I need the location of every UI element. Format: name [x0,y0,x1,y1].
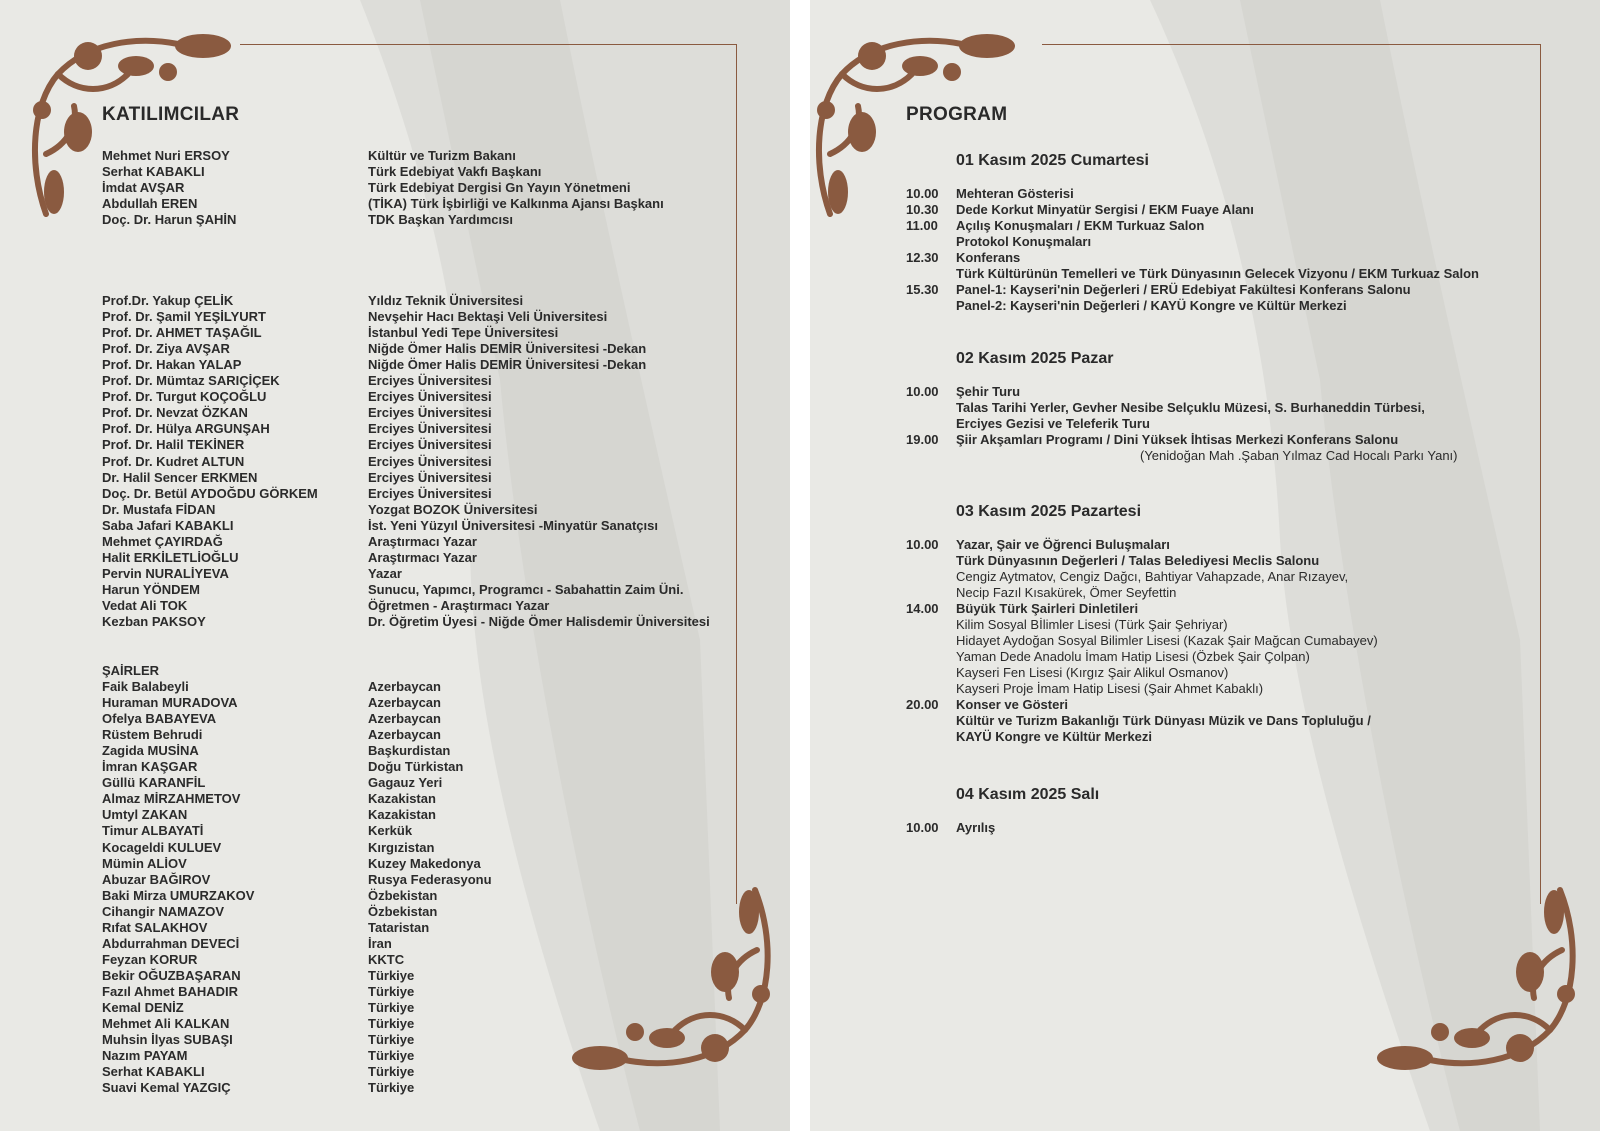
event-text: Dede Korkut Minyatür Sergisi / EKM Fuaye Alanı [956,202,1254,217]
event-time: 10.30 [906,202,939,217]
frame-top-line [1042,44,1540,45]
event-text: Erciyes Gezisi ve Teleferik Turu [956,416,1150,431]
event-time: 19.00 [906,432,939,447]
person-detail: (TİKA) Türk İşbirliği ve Kalkınma Ajansı Başkanı [368,196,664,211]
event-time: 20.00 [906,697,939,712]
event-time: 10.00 [906,384,939,399]
frame-right-line [736,44,737,904]
poets-heading: ŞAİRLER [102,663,160,678]
event-text: Türk Kültürünün Temelleri ve Türk Dünyasının Gelecek Vizyonu / EKM Turkuaz Salon [956,266,1479,281]
person-detail: Doğu Türkistan [368,759,464,775]
person-name: Huraman MURADOVA [102,695,238,711]
person-detail: Kültür ve Turizm Bakanı [368,148,516,163]
person-name: Prof. Dr. Nevzat ÖZKAN [102,405,248,421]
person-detail: Türkiye [368,1064,415,1080]
event-text: Kayseri Fen Lisesi (Kırgız Şair Alikul Osmanov) [956,665,1229,680]
person-name: Prof. Dr. Kudret ALTUN [102,453,245,469]
person-detail: Erciyes Üniversitesi [368,485,492,501]
event-text: Büyük Türk Şairleri Dinletileri [956,601,1139,616]
person-name: Prof. Dr. Hülya ARGUNŞAH [102,421,270,437]
person-detail: Erciyes Üniversitesi [368,453,492,469]
person-detail: Erciyes Üniversitesi [368,437,492,453]
person-detail: Kuzey Makedonya [368,855,481,871]
person-name: Prof. Dr. Şamil YEŞİLYURT [102,309,266,325]
person-name: Güllü KARANFİL [102,775,206,791]
person-detail: Erciyes Üniversitesi [368,373,492,389]
person-detail: TDK Başkan Yardımcısı [368,212,513,227]
person-detail: Başkurdistan [368,743,451,759]
day-heading: 03 Kasım 2025 Pazartesi [956,503,1142,520]
person-name: Baki Mirza UMURZAKOV [102,887,255,903]
person-detail: Erciyes Üniversitesi [368,389,492,405]
person-name: İmdat AVŞAR [102,180,185,195]
person-detail: Kazakistan [368,791,436,807]
person-name: Prof.Dr. Yakup ÇELİK [102,293,234,308]
person-detail: İran [368,935,392,951]
person-name: Prof. Dr. Turgut KOÇOĞLU [102,389,267,405]
person-detail: Niğde Ömer Halis DEMİR Üniversitesi -Dekan [368,357,647,373]
person-detail: Türkiye [368,1016,415,1032]
person-detail: Türkiye [368,983,415,999]
person-name: Ofelya BABAYEVA [102,711,217,727]
person-detail: Azerbaycan [368,727,441,743]
person-name: Prof. Dr. Mümtaz SARIÇİÇEK [102,373,280,389]
person-name: Suavi Kemal YAZGIÇ [102,1080,231,1096]
event-text: Kültür ve Turizm Bakanlığı Türk Dünyası Müzik ve Dans Topluluğu / [956,713,1371,728]
person-name: Kocageldi KULUEV [102,839,222,855]
person-name: Mehmet ÇAYIRDAĞ [102,533,223,549]
person-detail: Kırgızistan [368,839,435,855]
person-detail: Gagauz Yeri [368,775,443,791]
person-name: Harun YÖNDEM [102,581,200,597]
person-detail: İst. Yeni Yüzyıl Üniversitesi -Minyatür Sanatçısı [368,517,658,533]
event-time: 10.00 [906,186,939,201]
event-text: Şiir Akşamları Programı / Dini Yüksek İhtisas Merkezi Konferans Salonu [956,432,1399,447]
event-text: Necip Fazıl Kısakürek, Ömer Seyfettin [956,585,1177,600]
person-name: Kemal DENİZ [102,1000,184,1015]
event-time: 10.00 [906,820,939,835]
event-text: Yaman Dede Anadolu İmam Hatip Lisesi (Özbek Şair Çolpan) [956,649,1310,664]
event-text: Hidayet Aydoğan Sosyal Bilimler Lisesi (Kazak Şair Mağcan Cumabayev) [956,633,1378,648]
event-text: Türk Dünyasının Değerleri / Talas Belediyesi Meclis Salonu [956,553,1320,568]
person-detail: Tataristan [368,919,430,935]
person-name: Fazıl Ahmet BAHADIR [102,983,239,999]
person-detail: Nevşehir Hacı Bektaşi Veli Üniversitesi [368,309,608,325]
person-detail: Sunucu, Yapımcı, Programcı - Sabahattin Zaim Üni. [368,581,684,597]
day-heading: 04 Kasım 2025 Salı [956,786,1100,803]
event-text: Şehir Turu [956,384,1021,399]
person-name: Umtyl ZAKAN [102,807,188,823]
day-heading: 02 Kasım 2025 Pazar [956,350,1114,367]
event-time: 12.30 [906,250,939,265]
event-time: 11.00 [906,218,938,233]
person-detail: Türkiye [368,1032,415,1048]
person-name: Mehmet Nuri ERSOY [102,148,230,163]
person-name: Faik Balabeyli [102,679,189,694]
person-detail: Özbekistan [368,903,438,919]
person-detail: Erciyes Üniversitesi [368,421,492,437]
person-name: Dr. Mustafa FİDAN [102,501,216,517]
person-name: Bekir OĞUZBAŞARAN [102,967,241,983]
frame-right-line [1540,44,1541,904]
event-text: Cengiz Aytmatov, Cengiz Dağcı, Bahtiyar Vahapzade, Anar Rızayev, [956,569,1349,584]
person-name: Vedat Ali TOK [102,597,188,613]
person-name: Mümin ALİOV [102,855,187,871]
program-title: PROGRAM [906,104,1008,125]
person-name: İmran KAŞGAR [102,759,198,775]
person-detail: Yozgat BOZOK Üniversitesi [368,501,538,517]
person-name: Abdullah EREN [102,196,198,211]
person-name: Serhat KABAKLI [102,1064,205,1080]
person-detail: Niğde Ömer Halis DEMİR Üniversitesi -Dekan [368,341,647,357]
person-name: Timur ALBAYATİ [102,823,204,839]
event-text: Kayseri Proje İmam Hatip Lisesi (Şair Ahmet Kabaklı) [956,681,1264,696]
right-page [810,0,1600,1131]
event-text: Talas Tarihi Yerler, Gevher Nesibe Selçuklu Müzesi, S. Burhaneddin Türbesi, [956,400,1425,415]
person-detail: Azerbaycan [368,695,441,711]
person-detail: Erciyes Üniversitesi [368,405,492,421]
event-text: Kilim Sosyal Bİlimler Lisesi (Türk Şair Şehriyar) [956,617,1228,632]
person-name: Mehmet Ali KALKAN [102,1016,230,1032]
person-detail: Araştırmacı Yazar [368,533,477,549]
person-name: Abdurrahman DEVECİ [102,935,240,951]
frame-top-line [240,44,736,45]
event-text: Açılış Konuşmaları / EKM Turkuaz Salon [956,218,1205,233]
left-page [0,0,790,1131]
person-detail: KKTC [368,951,405,967]
event-text: Protokol Konuşmaları [956,234,1092,249]
person-detail: Öğretmen - Araştırmacı Yazar [368,597,550,613]
person-detail: Yıldız Teknik Üniversitesi [368,293,524,308]
event-text: Mehteran Gösterisi [956,186,1074,201]
person-name: Feyzan KORUR [102,951,198,967]
person-detail: Azerbaycan [368,679,441,694]
person-detail: Türkiye [368,967,415,983]
person-detail: Erciyes Üniversitesi [368,469,492,485]
corner-ornament-bottom-right-icon [1360,880,1590,1090]
person-name: Nazım PAYAM [102,1048,188,1064]
person-name: Abuzar BAĞIROV [102,871,211,887]
person-detail: Dr. Öğretim Üyesi - Niğde Ömer Halisdemir Üniversitesi [368,614,710,629]
person-name: Serhat KABAKLI [102,164,205,179]
person-detail: Azerbaycan [368,711,441,727]
person-name: Kezban PAKSOY [102,614,206,629]
person-name: Prof. Dr. Halil TEKİNER [102,437,245,453]
event-text: Panel-2: Kayseri'nin Değerleri / KAYÜ Kongre ve Kültür Merkezi [956,298,1347,313]
person-name: Pervin NURALİYEVA [102,565,229,581]
person-name: Almaz MİRZAHMETOV [102,791,241,807]
event-text: KAYÜ Kongre ve Kültür Merkezi [956,729,1153,744]
person-name: Prof. Dr. Ziya AVŞAR [102,341,230,357]
person-name: Doç. Dr. Betül AYDOĞDU GÖRKEM [102,485,318,501]
person-detail: İstanbul Yedi Tepe Üniversitesi [368,325,559,341]
event-time: 15.30 [906,282,939,297]
person-name: Rıfat SALAKHOV [102,919,208,935]
person-name: Doç. Dr. Harun ŞAHİN [102,212,237,227]
person-detail: Kazakistan [368,807,436,823]
person-name: Prof. Dr. Hakan YALAP [102,357,242,373]
day-heading: 01 Kasım 2025 Cumartesi [956,152,1149,169]
person-detail: Araştırmacı Yazar [368,549,477,565]
person-detail: Kerkük [368,823,413,839]
event-text: (Yenidoğan Mah .Şaban Yılmaz Cad Hocalı Parkı Yanı) [1140,448,1458,463]
event-text: Ayrılış [956,820,996,835]
person-detail: Yazar [368,565,402,581]
person-detail: Özbekistan [368,887,438,903]
person-name: Prof. Dr. AHMET TAŞAĞIL [102,325,262,341]
person-name: Dr. Halil Sencer ERKMEN [102,469,258,485]
event-time: 10.00 [906,537,939,552]
person-detail: Türk Edebiyat Vakfı Başkanı [368,164,542,179]
event-text: Panel-1: Kayseri'nin Değerleri / ERÜ Edebiyat Fakültesi Konferans Salonu [956,282,1411,297]
person-detail: Türkiye [368,1000,415,1015]
event-text: Konser ve Gösteri [956,697,1068,712]
person-name: Saba Jafari KABAKLI [102,517,234,533]
person-detail: Türk Edebiyat Dergisi Gn Yayın Yönetmeni [368,180,631,195]
event-time: 14.00 [906,601,939,616]
person-name: Zagida MUSİNA [102,743,199,759]
person-detail: Türkiye [368,1048,415,1064]
participants-title: KATILIMCILAR [102,104,240,125]
event-text: Yazar, Şair ve Öğrenci Buluşmaları [956,537,1170,552]
person-name: Muhsin İlyas SUBAŞI [102,1032,233,1048]
event-text: Konferans [956,250,1021,265]
person-name: Cihangir NAMAZOV [102,903,225,919]
person-name: Halit ERKİLETLİOĞLU [102,549,239,565]
person-detail: Rusya Federasyonu [368,871,492,887]
person-detail: Türkiye [368,1080,415,1096]
person-name: Rüstem Behrudi [102,727,203,743]
corner-ornament-bottom-right-icon [555,880,785,1090]
